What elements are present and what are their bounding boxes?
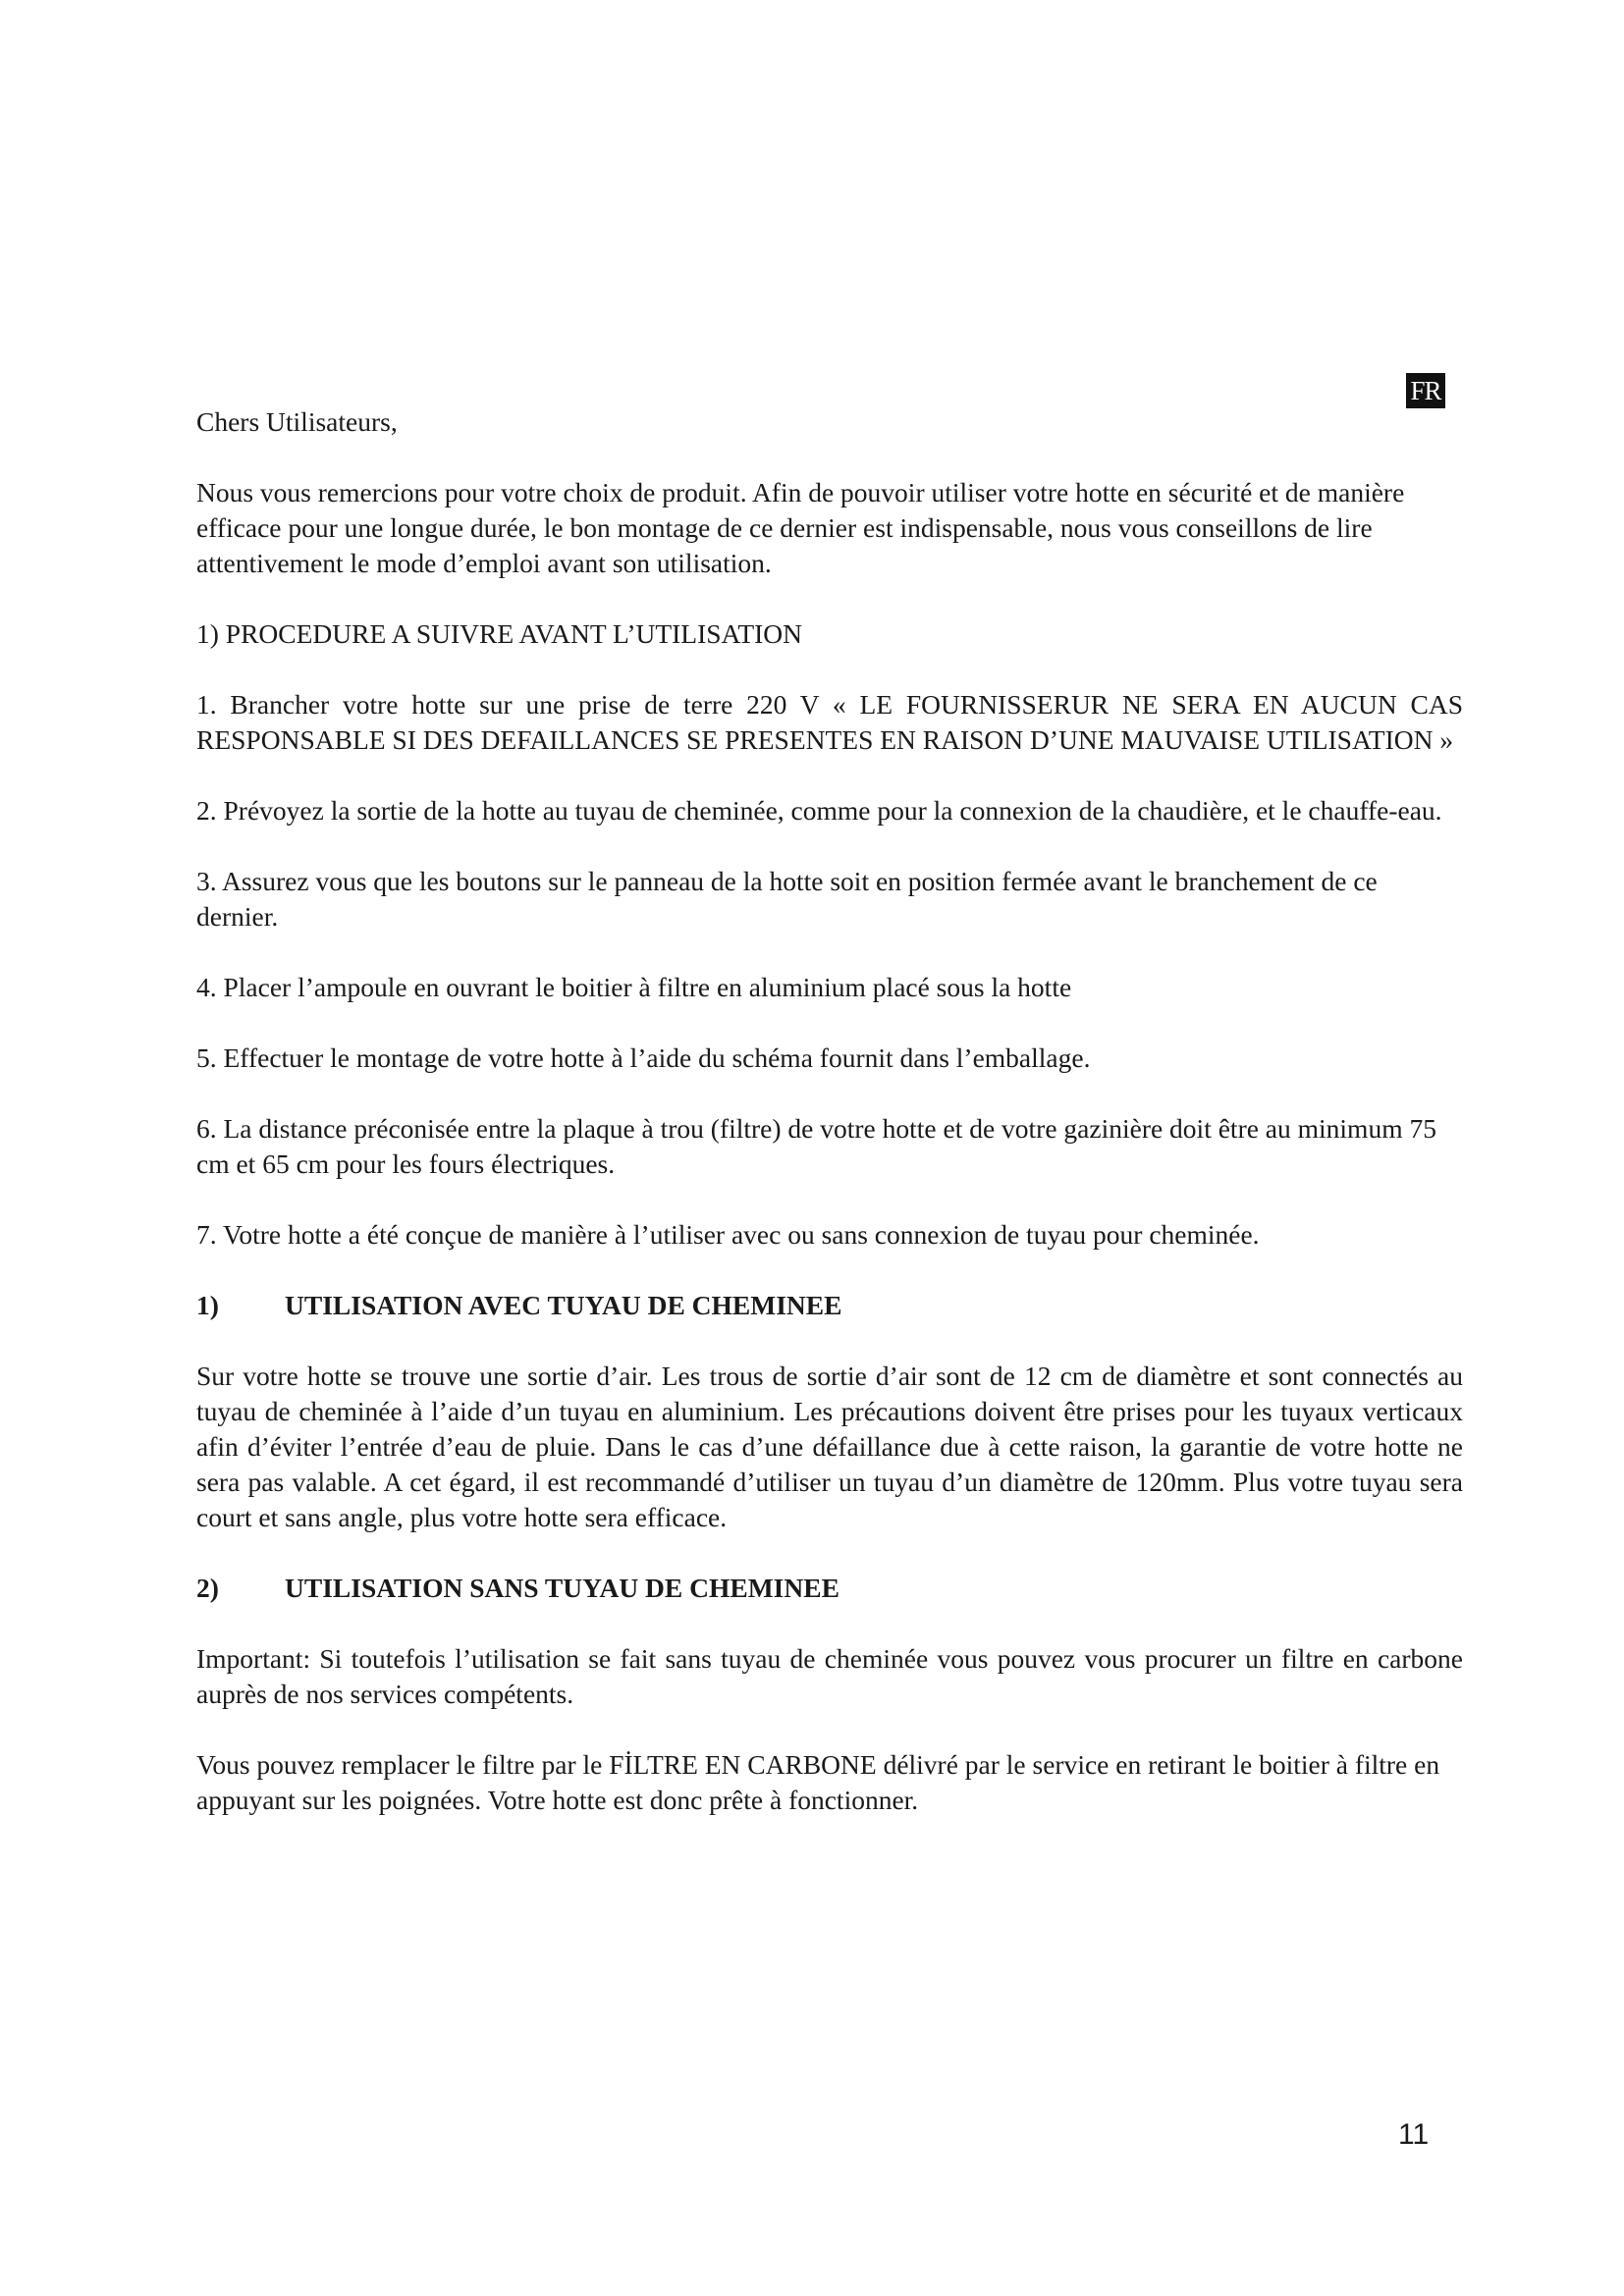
page-content [196, 404, 1463, 1853]
section-heading-without-pipe [196, 1571, 1463, 1606]
section-title: UTILISATION AVEC TUYAU DE CHEMINEE [285, 1290, 842, 1320]
step-item: 5. Effectuer le montage de votre hotte à l’aide du schéma fournit dans l’emballage. [196, 1042, 1091, 1073]
step-item: 6. La distance préconisée entre la plaque à trou (filtre) de votre hotte et de votre gazinière doit être au minimum 75 cm et 65 cm pour les fours électriques. [196, 1113, 1436, 1179]
language-badge: FR [1406, 373, 1445, 408]
section-paragraph: Vous pouvez remplacer le filtre par le FİLTRE EN CARBONE délivré par le service en retirant le boitier à filtre en appuyant sur les poignées. Votre hotte est donc prête à fonctionner. [196, 1749, 1440, 1815]
section-heading-with-pipe [196, 1288, 1463, 1323]
step-item: 7. Votre hotte a été conçue de manière à l’utiliser avec ou sans connexion de tuyau pour cheminée. [196, 1219, 1260, 1250]
page-number: 11 [1398, 2118, 1430, 2151]
section-title: UTILISATION SANS TUYAU DE CHEMINEE [285, 1573, 839, 1603]
step-item: 4. Placer l’ampoule en ouvrant le boitier à filtre en aluminium placé sous la hotte [196, 972, 1072, 1002]
step-item: 3. Assurez vous que les boutons sur le panneau de la hotte soit en position fermée avant le branchement de ce dernier. [196, 866, 1378, 932]
step-item: 1. Brancher votre hotte sur une prise de terre 220 V « LE FOURNISSERUR NE SERA EN AUCUN CAS RESPONSABLE SI DES DEFAILLANCES SE PRESENTES EN RAISON D’UNE MAUVAISE UTILISATION » [196, 689, 1463, 755]
section-number: 1) [196, 1290, 219, 1320]
section-paragraph: Sur votre hotte se trouve une sortie d’air. Les trous de sortie d’air sont de 12 cm de diamètre et sont connectés au tuyau de cheminée à l’aide d’un tuyau en aluminium. Les précautions doivent être prises pour les tuyaux verticaux afin d’éviter l’entrée d’eau de pluie. Dans le cas d’une défaillance due à cette raison, la garantie de votre hotte ne sera pas valable. A cet égard, il est recommandé d’utiliser un tuyau d’un diamètre de 120mm. Plus votre tuyau sera court et sans angle, plus votre hotte sera efficace. [196, 1361, 1463, 1532]
step-item: 2. Prévoyez la sortie de la hotte au tuyau de cheminée, comme pour la connexion de la chaudière, et le chauffe-eau. [196, 795, 1442, 826]
procedure-heading: 1) PROCEDURE A SUIVRE AVANT L’UTILISATION [196, 618, 803, 649]
section-paragraph: Important: Si toutefois l’utilisation se fait sans tuyau de cheminée vous pouvez vous procurer un filtre en carbone auprès de nos services compétents. [196, 1643, 1463, 1709]
section-number: 2) [196, 1573, 219, 1603]
greeting: Chers Utilisateurs, [196, 406, 398, 437]
intro-paragraph: Nous vous remercions pour votre choix de produit. Afin de pouvoir utiliser votre hotte en sécurité et de manière efficace pour une longue durée, le bon montage de ce dernier est indispensable, nous vous conseillons de lire attentivement le mode d’emploi avant son utilisation. [196, 477, 1405, 578]
